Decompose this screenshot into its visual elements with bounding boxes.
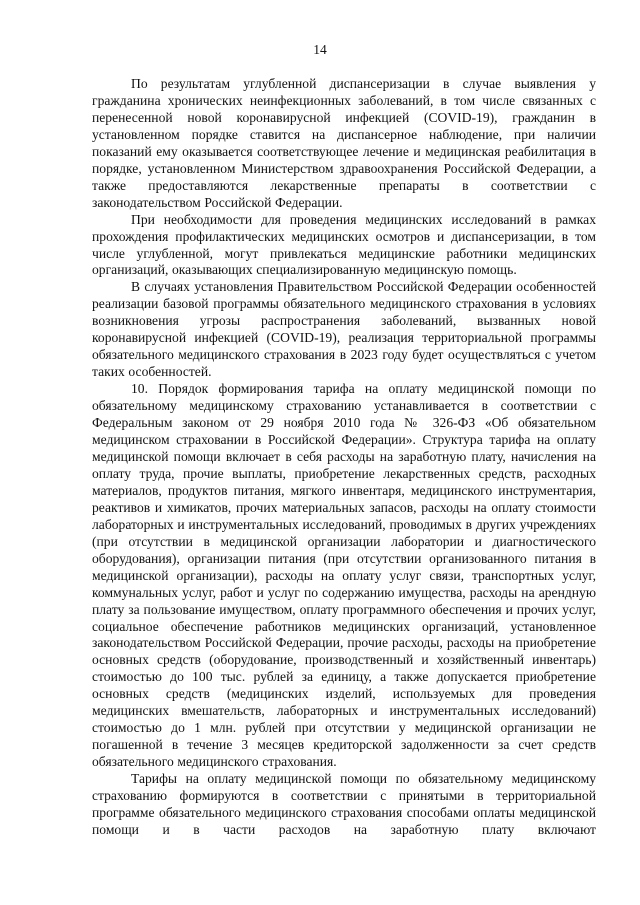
paragraph-medical-workers: При необходимости для проведения медицинских исследований в рамках прохождения профилактических медицинских осмотров и диспансеризации, в том числе углубленной, могут привлекаться медицинские работники медицинских организаций, оказывающих специализированную медицинскую помощь.	[92, 211, 596, 278]
body-text	[92, 76, 596, 839]
page-number: 14	[313, 42, 327, 57]
paragraph-dispensary-observation: По результатам углубленной диспансеризации в случае выявления у гражданина хронических неинфекционных заболеваний, в том числе связанных с перенесенной новой коронавирусной инфекцией (COVID-19), гражданин в установленном порядке ставится на диспансерное наблюдение, при наличии показаний ему оказывается соответствующее лечение и медицинская реабилитация в порядке, установленном Министерством здравоохранения Российской Федерации, а также предоставляются лекарственные препараты в соответствии с законодательством Российской Федерации.	[92, 76, 596, 210]
paragraph-covid-program-features: В случаях установления Правительством Российской Федерации особенностей реализации базовой программы обязательного медицинского страхования в условиях возникновения угрозы распространения заболеваний, вызванных новой коронавирусной инфекцией (COVID-19), реализация территориальной программы обязательного медицинского страхования в 2023 году будет осуществляться с учетом таких особенностей.	[92, 279, 596, 380]
paragraph-tariff-structure: 10. Порядок формирования тарифа на оплату медицинской помощи по обязательному медицинскому страхованию устанавливается в соответствии с Федеральным законом от 29 ноября 2010 года № 326-ФЗ «Об обязательном медицинском страховании в Российской Федерации». Структура тарифа на оплату медицинской помощи включает в себя расходы на заработную плату, начисления на оплату труда, прочие выплаты, приобретение лекарственных средств, расходных материалов, продуктов питания, мягкого инвентаря, медицинского инструментария, реактивов и химикатов, прочих материальных запасов, расходы на оплату стоимости лабораторных и инструментальных исследований, проводимых в других учреждениях (при отсутствии в медицинской организации лаборатории и диагностического оборудования), организации питания (при отсутствии организованного питания в медицинской организации), расходы на оплату услуг связи, транспортных услуг, коммунальных услуг, работ и услуг по содержанию имущества, расходы на арендную плату за пользование имуществом, оплату программного обеспечения и прочих услуг, социальное обеспечение работников медицинских организаций, установленное законодательством Российской Федерации, прочие расходы, расходы на приобретение основных средств (оборудование, производственный и хозяйственный инвентарь) стоимостью до 100 тыс. рублей за единицу, а также допускается приобретение основных средств (медицинских изделий, используемых для проведения медицинских вмешательств, лабораторных и инструментальных исследований) стоимостью до 1 млн. рублей при отсутствии у медицинской организации не погашенной в течение 3 месяцев кредиторской задолженности за счет средств обязательного медицинского страхования.	[92, 381, 596, 770]
paragraph-tariff-formation: Тарифы на оплату медицинской помощи по обязательному медицинскому страхованию формируются в соответствии с принятыми в территориальной программе обязательного медицинского страхования способами оплаты медицинской помощи и в части расходов на заработную плату включают	[92, 771, 596, 837]
